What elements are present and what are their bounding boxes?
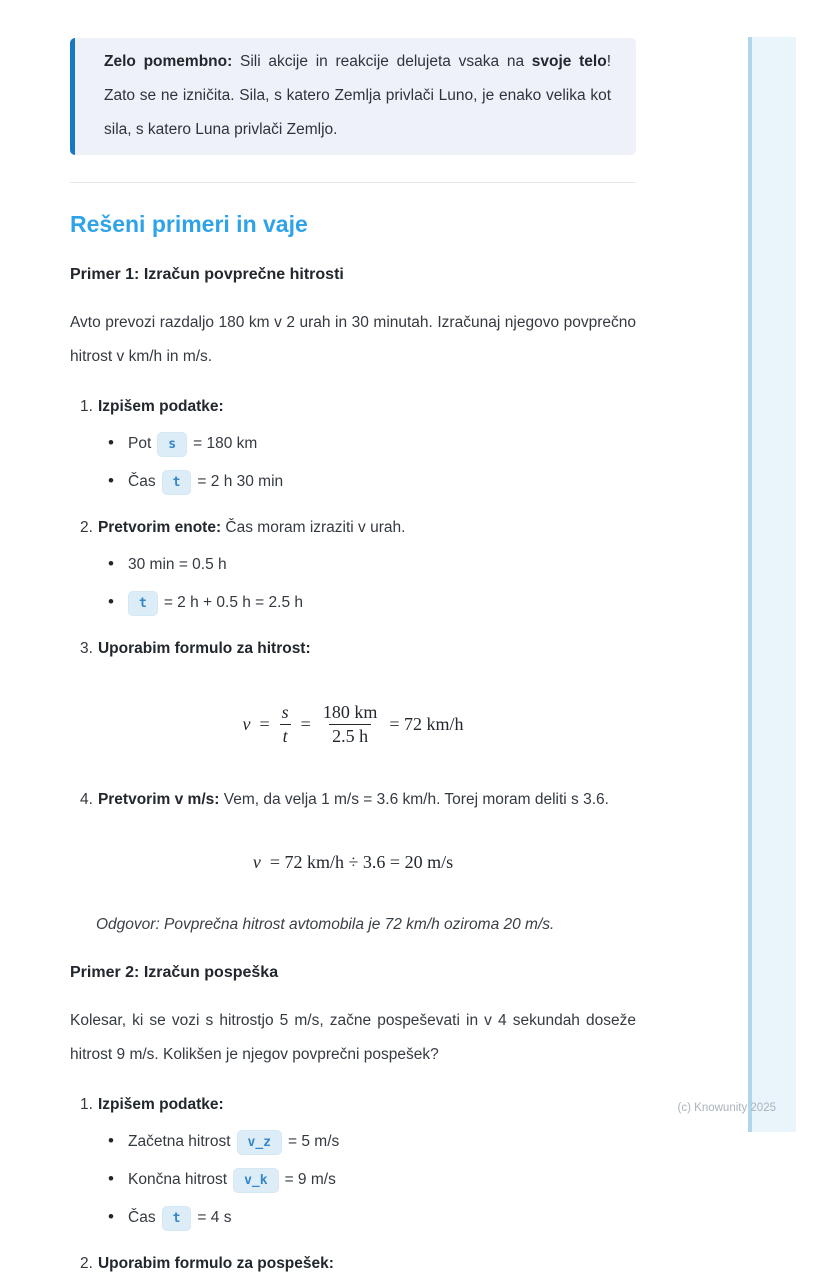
step-label: Izpišem podatke: [97,398,224,415]
callout-seg1: Sili akcije in reakcije delujeta vsaka na [232,53,532,70]
callout-seg2: ! Zato se ne izničita. Sila, s katero Zemlja privlači Luno, je enako velika kot sila, s katero Luna privlači Zemljo. [104,53,611,138]
bullet-post: = 180 km [193,435,258,452]
step-number: 4. [80,791,93,808]
document-content [70,0,636,1276]
callout-text [104,45,611,147]
bullet-text: 30 min = 0.5 h [128,556,227,573]
primer1-step-4 [70,787,636,812]
primer2-step-2 [70,1251,636,1276]
velocity-formula [70,701,636,747]
primer1-step-1 [70,394,636,495]
side-page-edge [748,37,796,1132]
fraction-numerator: s [281,702,289,722]
section-heading: Rešeni primeri in vaje [70,211,308,237]
formula-result: = 72 km/h ÷ 3.6 = 20 m/s [269,852,454,872]
primer1-step-2 [70,515,636,616]
bullet-pre: Končna hitrost [128,1171,228,1188]
formula-var: v [242,713,251,734]
primer2-step1-bullets [70,1128,636,1231]
equals-sign: = [259,713,270,734]
primer1-answer: Odgovor: Povprečna hitrost avtomobila je 72 km/h oziroma 20 m/s. [96,916,555,933]
list-item [108,589,636,616]
bullet-pre: Pot [128,435,152,452]
primer1-intro: Avto prevozi razdaljo 180 km v 2 urah in 30 minutah. Izračunaj njegovo povprečno hitrost v km/h in m/s. [70,314,636,365]
important-callout [70,38,636,155]
section-divider [70,182,636,183]
list-item [108,430,636,457]
list-item [108,468,636,495]
variable-badge-t: t [162,1206,192,1231]
primer1-step-3 [70,636,636,661]
list-item [108,1204,636,1231]
conversion-formula [70,852,636,873]
primer1-step1-bullets [70,430,636,495]
bullet-post: = 2 h 30 min [197,473,284,490]
step-rest: Vem, da velja 1 m/s = 3.6 km/h. Torej moram deliti s 3.6. [223,791,609,808]
step-number: 2. [80,1255,93,1272]
list-item [108,551,636,578]
variable-badge-vz: v_z [237,1130,282,1155]
variable-badge-t: t [128,591,158,616]
primer1-title: Primer 1: Izračun povprečne hitrosti [70,266,344,283]
primer1-steps [70,394,636,661]
step-number: 1. [80,1096,93,1113]
primer2-intro: Kolesar, ki se vozi s hitrostjo 5 m/s, začne pospeševati in v 4 sekundah doseže hitrost 9 m/s. Kolikšen je njegov povprečni pospešek? [70,1012,636,1063]
variable-badge-s: s [157,432,187,457]
list-item [108,1128,636,1155]
equals-sign: = [300,713,311,734]
fraction-denominator: 2.5 h [329,724,371,748]
bullet-pre: Čas [128,1209,156,1226]
step-label: Uporabim formulo za pospešek: [97,1255,334,1272]
step-rest: Čas moram izraziti v urah. [225,519,406,536]
fraction-s-t [279,701,292,747]
copyright-notice: (c) Knowunity 2025 [677,1102,776,1114]
step-label: Uporabim formulo za hitrost: [97,640,311,657]
formula-result: = 72 km/h [389,713,464,734]
variable-badge-vk: v_k [233,1168,278,1193]
fraction-numerator: 180 km [322,702,378,722]
variable-badge-t: t [162,470,192,495]
fraction-denominator: t [280,724,291,748]
bullet-post: = 2 h + 0.5 h = 2.5 h [163,594,304,611]
step-number: 2. [80,519,93,536]
bullet-post: = 5 m/s [288,1133,340,1150]
step-number: 1. [80,398,93,415]
bullet-post: = 9 m/s [284,1171,336,1188]
formula-var: v [252,852,261,872]
callout-strong: svoje telo [531,53,607,70]
primer1-step2-bullets [70,551,636,616]
bullet-pre: Začetna hitrost [128,1133,231,1150]
step-label: Pretvorim v m/s: [97,791,220,808]
bullet-pre: Čas [128,473,156,490]
step-label: Pretvorim enote: [97,519,222,536]
list-item [108,1166,636,1193]
callout-lead: Zelo pomembno: [104,53,233,70]
step-label: Izpišem podatke: [97,1096,224,1113]
bullet-post: = 4 s [197,1209,232,1226]
fraction-180km-2.5h [320,701,381,747]
step-number: 3. [80,640,93,657]
primer1-steps-continued [70,787,636,812]
primer2-title: Primer 2: Izračun pospeška [70,964,279,981]
primer2-steps [70,1092,636,1276]
